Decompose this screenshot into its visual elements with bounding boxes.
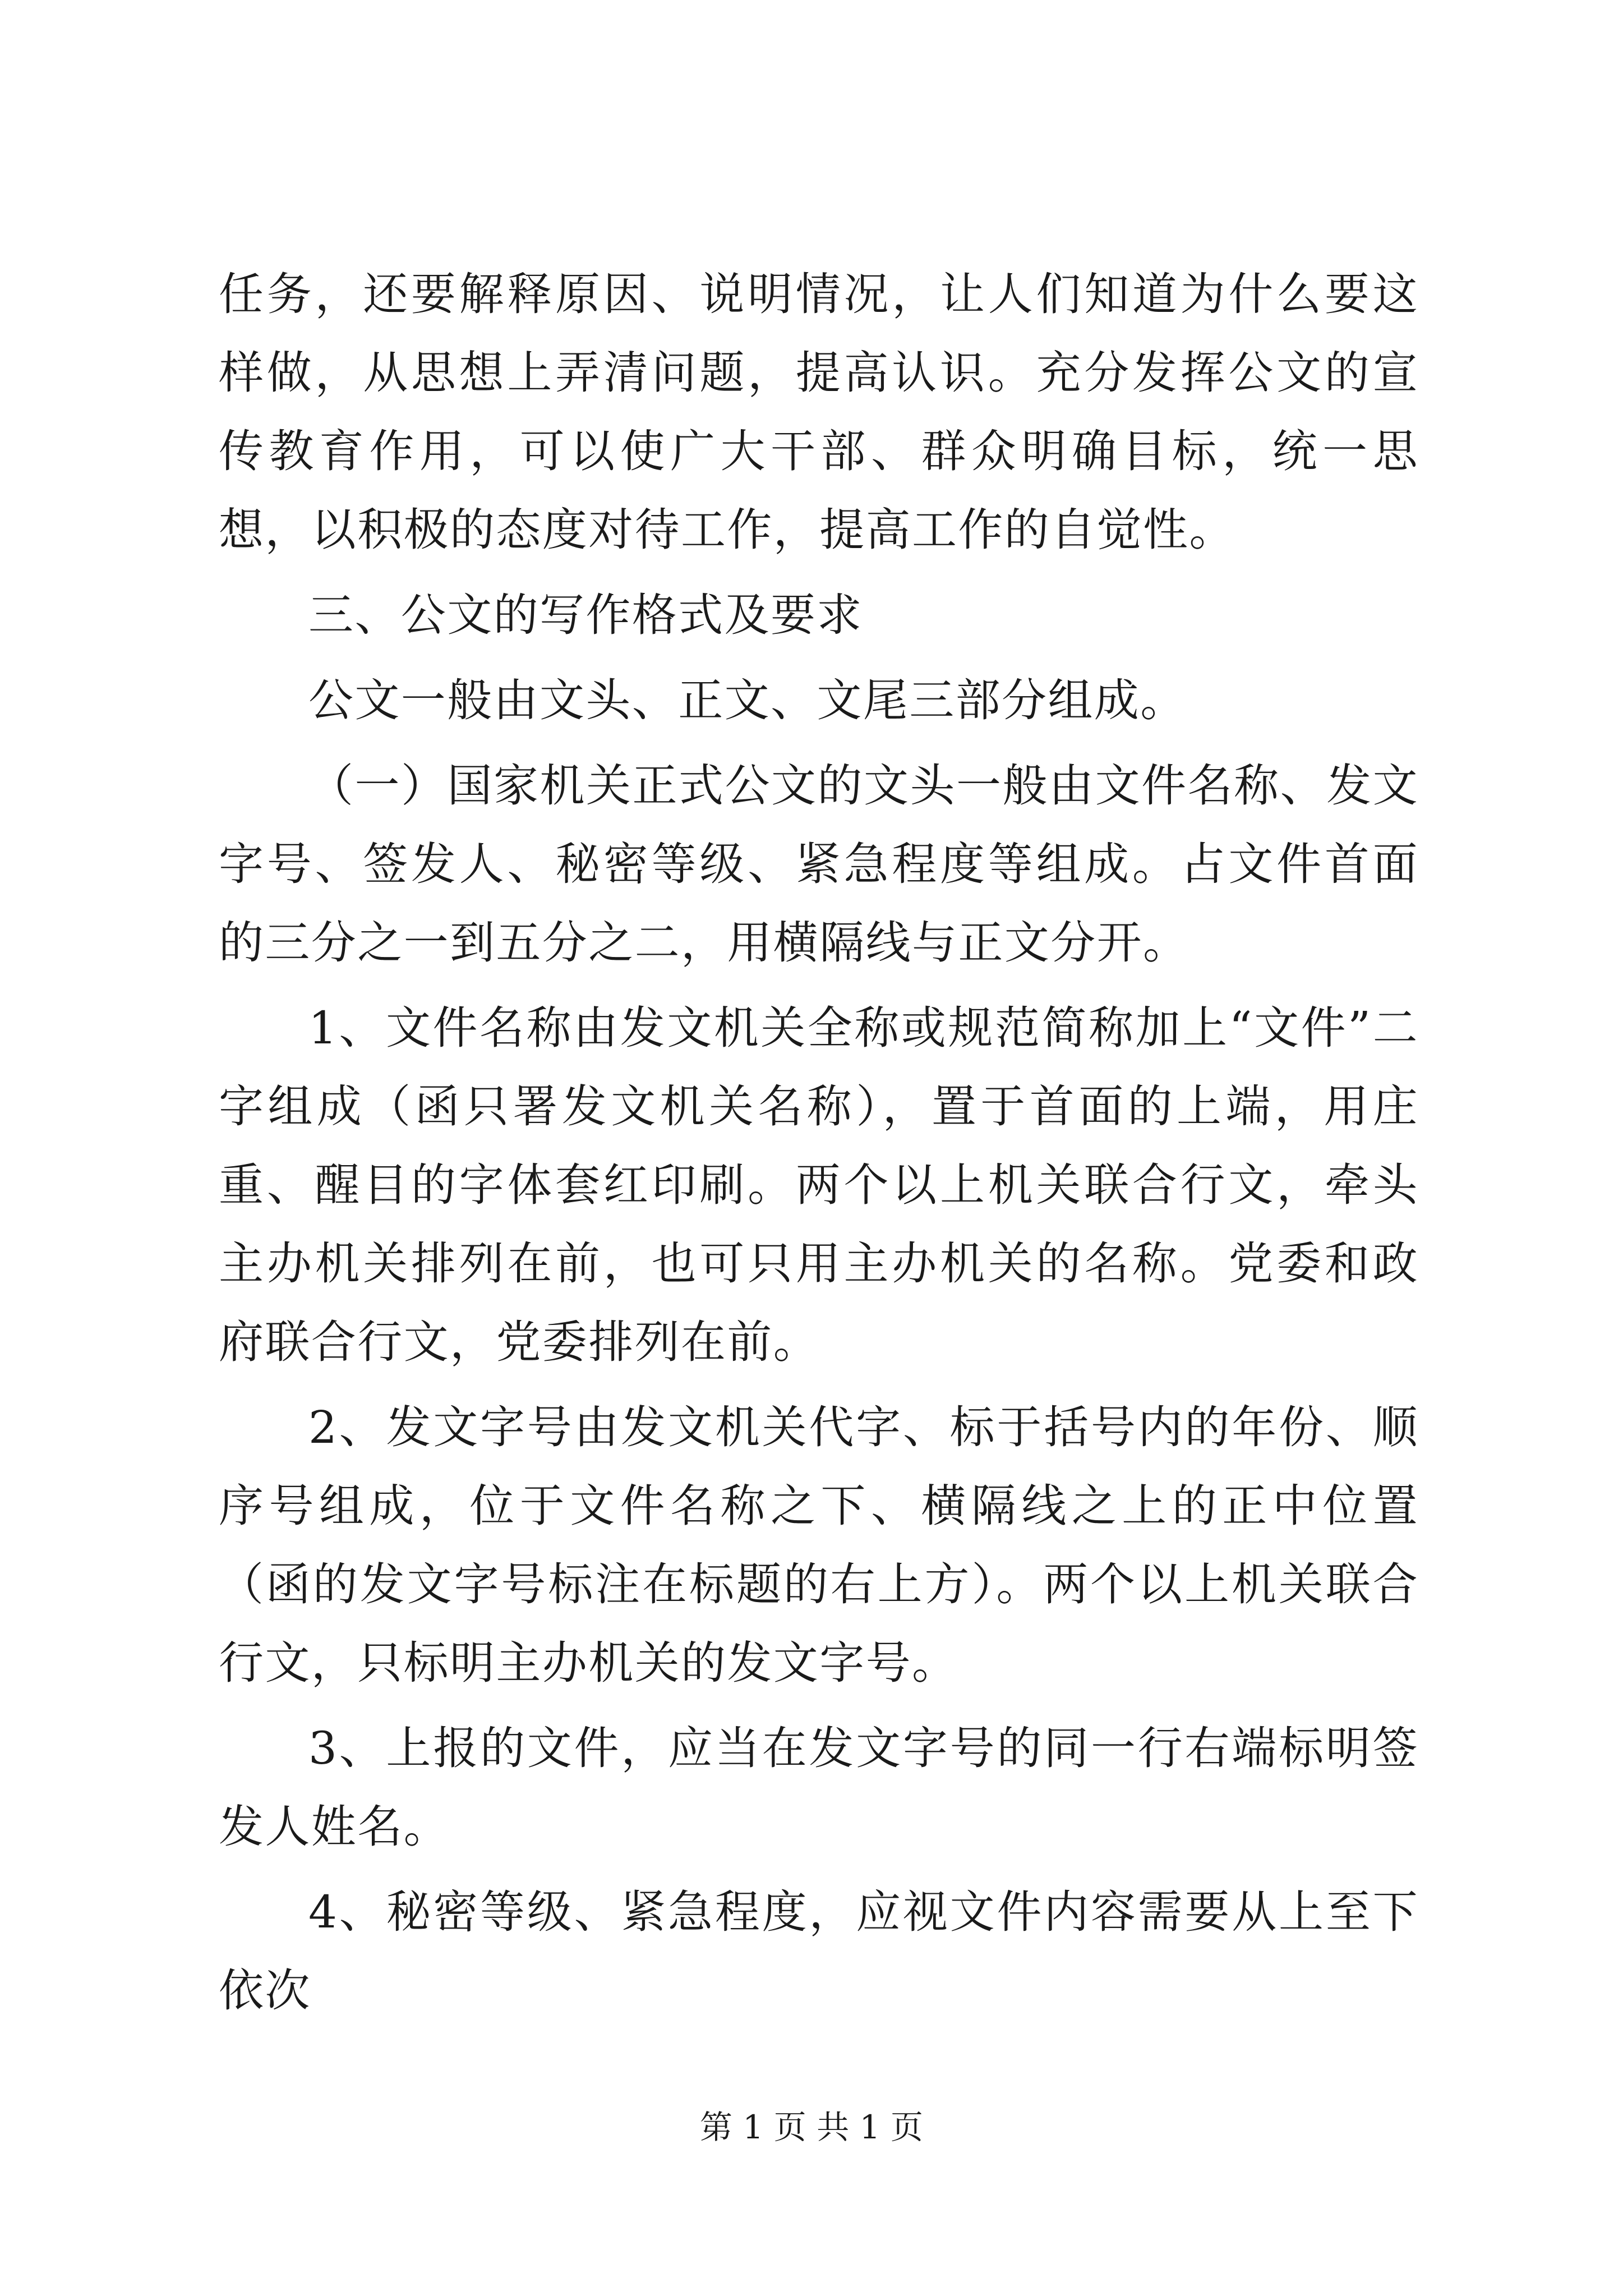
document-body (219, 255, 1419, 2037)
paragraph-item-4: 4、秘密等级、紧急程度，应视文件内容需要从上至下依次 (219, 1886, 1419, 2017)
paragraph-item-2: 2、发文字号由发文机关代字、标于括号内的年份、顺序号组成，位于文件名称之下、横隔线之上的正中位置（函的发文字号标注在标题的右上方）。两个以上机关联合行文，只标明主办机关的发文字号。 (219, 1401, 1419, 1689)
page-footer: 第 1 页 共 1 页 (700, 2108, 923, 2146)
section-heading: 三、公文的写作格式及要求 (308, 589, 863, 641)
paragraph-subsection-one: （一）国家机关正式公文的文头一般由文件名称、发文字号、签发人、秘密等级、紧急程度等组成。占文件首面的三分之一到五分之二，用横隔线与正文分开。 (219, 760, 1419, 969)
paragraph-continuation: 任务，还要解释原因、说明情况，让人们知道为什么要这样做，从思想上弄清问题，提高认识。充分发挥公文的宣传教育作用，可以使广大干部、群众明确目标，统一思想，以积极的态度对待工作，提高工作的自觉性。 (219, 268, 1419, 556)
paragraph-item-3: 3、上报的文件，应当在发文字号的同一行右端标明签发人姓名。 (219, 1722, 1419, 1853)
paragraph-item-1: 1、文件名称由发文机关全称或规范简称加上“文件”二字组成（函只署发文机关名称），置于首面的上端，用庄重、醒目的字体套红印刷。两个以上机关联合行文，牵头主办机关排列在前，也可只用主办机关的名称。党委和政府联合行文，党委排列在前。 (219, 1002, 1419, 1368)
paragraph-intro: 公文一般由文头、正文、文尾三部分组成。 (308, 674, 1187, 726)
